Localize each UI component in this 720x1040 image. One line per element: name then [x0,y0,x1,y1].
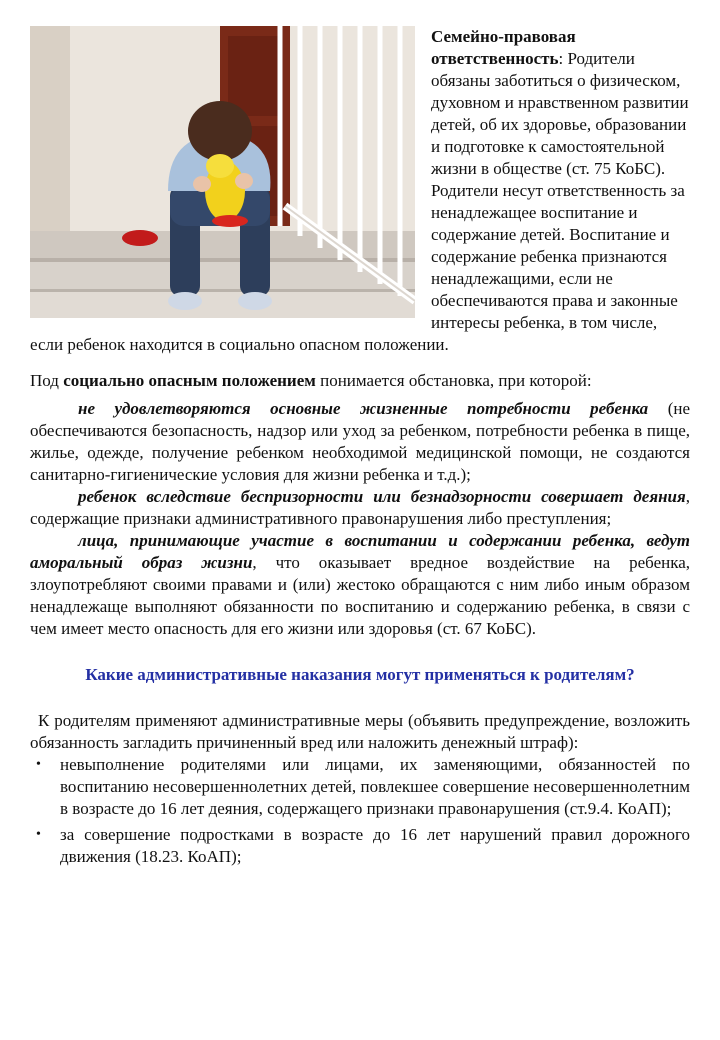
condition-emphasis: не удовлетворяются основные жизненные потребности ребенка [78,399,649,418]
penalties-list [30,754,690,868]
list-item-text: невыполнение родителями или лицами, их заменяющими, обязанностей по воспитанию несовершеннолетних детей, повлекшее совершение несовершеннолетним в возрасте до 16 лет деяния, содержащего признаки правонарушения (ст.9.4. КоАП); [60,755,690,818]
definition-term: социально опасным положением [63,371,316,390]
measures-intro: К родителям применяют административные меры (объявить предупреждение, возложить обязанность загладить причиненный вред или наложить денежный штраф): [30,711,690,752]
photo-illustration [30,26,415,318]
condition-emphasis: ребенок вследствие беспризорности или безнадзорности совершает деяния [78,487,686,506]
bullet-icon: • [36,757,41,772]
list-item [36,824,690,868]
list-item [36,754,690,820]
definition-suffix: понимается обстановка, при которой: [315,371,592,390]
condition-text: (не обеспечиваются безопасность, надзор или уход за ребенком, потребности ребенка в пище, жилье, одежде, получение ребенком необходимой медицинской помощи, не создаются санитарно-гигиенические условия для жизни ребенка и т.д.); [30,399,690,484]
condition-emphasis: лица, принимающие участие в воспитании и содержании ребенка, ведут аморальный образ жизни [30,531,690,572]
definition-paragraph [30,370,690,392]
conditions-list [30,398,690,640]
condition-item [30,398,690,486]
sad-child-on-stairs-photo [30,26,415,318]
section-question-heading: Какие административные наказания могут применяться к родителям? [85,665,635,684]
condition-item [30,486,690,530]
document-page [30,26,690,868]
condition-text: , что оказывает вредное воздействие на ребенка, злоупотребляют своими правами и (или) жестоко обращаются с ним либо иным образом ненадлежаще выполняют обязанности по воспитанию и содержанию ребенка, в связи с чем имеет место опасность для его жизни или здоровья (ст. 67 КоБС). [30,553,691,638]
intro-text: : Родители обязаны заботиться о физическом, духовном и нравственном развитии детей, об их здоровье, образовании и подготовке к самостоятельной жизни в обществе (ст. 75 КоБС). Родители несут ответственность за ненадлежащее воспитание и содержание детей. Воспитание и содержание ребенка признаются ненадлежащими, если не обеспечиваются права и законные интересы ребенка, в том числе, если ребенок находится в социально опасном положении. [30,49,689,354]
intro-title: Семейно-правовая ответственность [431,27,576,68]
toy-car [122,230,158,246]
condition-item [30,530,690,640]
definition-prefix: Под [30,371,64,390]
bullet-icon: • [36,827,41,842]
condition-text: , содержащие признаки административного правонарушения либо преступления; [30,487,690,528]
list-item-text: за совершение подростками в возрасте до 16 лет нарушений правил дорожного движения (18.23. КоАП); [60,825,690,866]
